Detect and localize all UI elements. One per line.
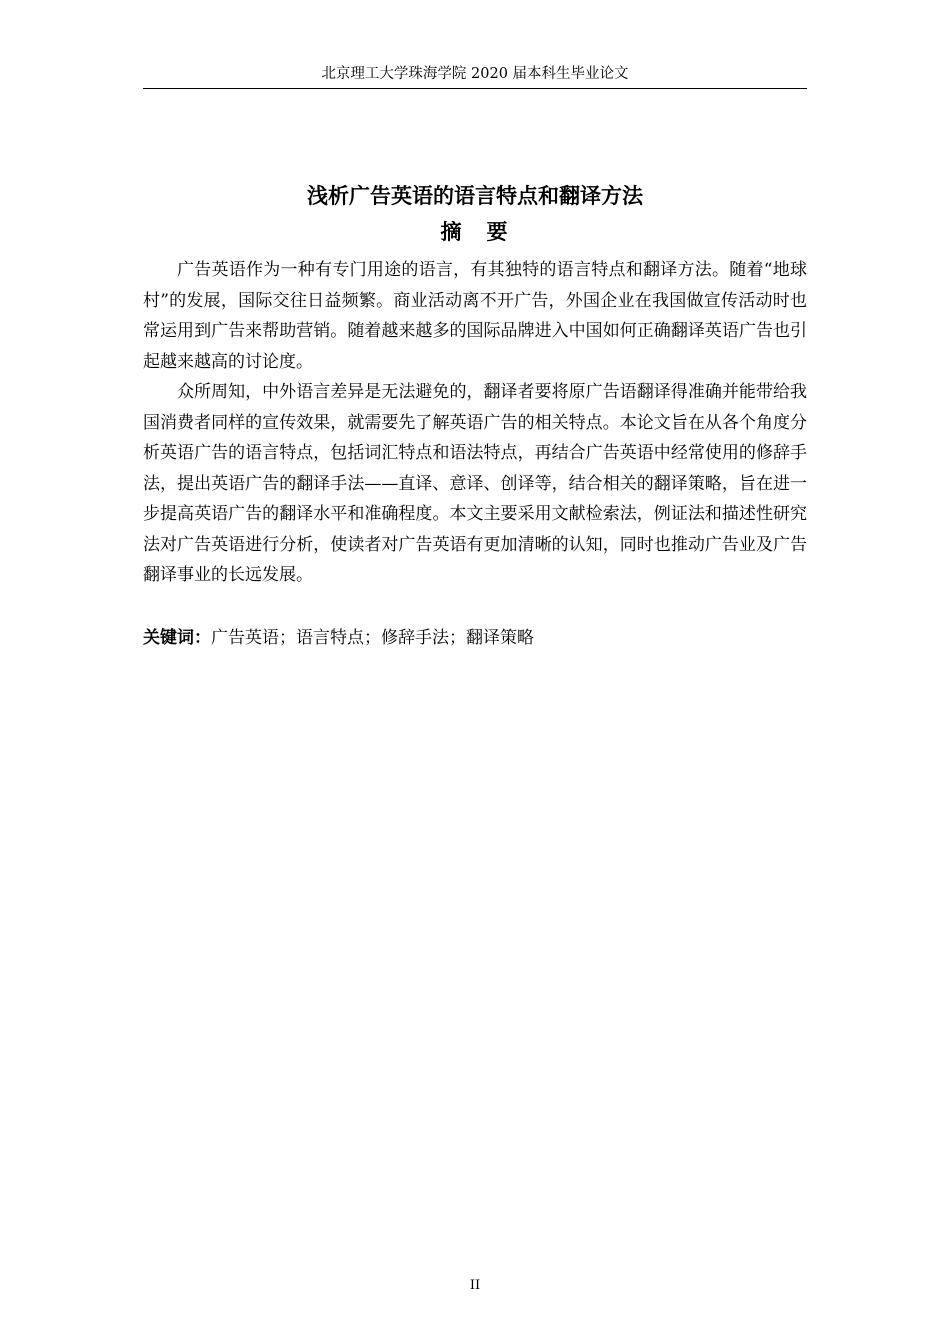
abstract-paragraph: 广告英语作为一种有专门用途的语言，有其独特的语言特点和翻译方法。随着“地球村”的发展，国际交往日益频繁。商业活动离不开广告，外国企业在我国做宣传活动时也常运用到广告来帮助营销。随着越来越多的国际品牌进入中国如何正确翻译英语广告也引起越来越高的讨论度。 — [143, 260, 807, 372]
abstract-paragraph: 众所周知，中外语言差异是无法避免的，翻译者要将原广告语翻译得准确并能带给我国消费者同样的宣传效果，就需要先了解英语广告的相关特点。本论文旨在从各个角度分析英语广告的语言特点，包括词汇特点和语法特点，再结合广告英语中经常使用的修辞手法，提出英语广告的翻译手法——直译、意译、创译等，结合相关的翻译策略，旨在进一步提高英语广告的翻译水平和准确程度。本文主要采用文献检索法，例证法和描述性研究法对广告英语进行分析，使读者对广告英语有更加清晰的认知，同时也推动广告业及广告翻译事业的长远发展。 — [143, 382, 807, 585]
abstract-body — [143, 255, 807, 591]
page-number: II — [469, 1278, 481, 1293]
keywords-value: 广告英语；语言特点；修辞手法；翻译策略 — [211, 628, 534, 648]
abstract-heading: 摘 要 — [440, 220, 510, 244]
keywords-label: 关键词： — [143, 628, 211, 648]
paper-title: 浅析广告英语的语言特点和翻译方法 — [307, 184, 643, 208]
keywords-line — [143, 623, 807, 653]
page-header: 北京理工大学珠海学院 2020 届本科生毕业论文 — [143, 62, 807, 89]
